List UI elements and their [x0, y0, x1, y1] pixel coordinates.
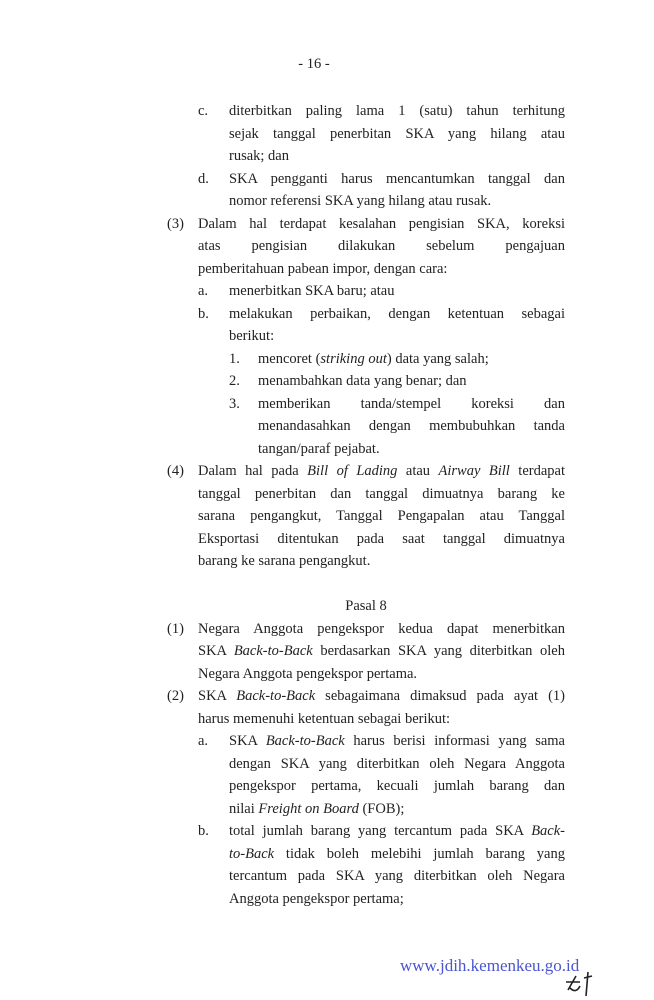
text-segment: Dalam hal terdapat kesalahan pengisian SKA, koreksi [198, 215, 565, 232]
line-text [198, 235, 565, 258]
section-heading [0, 595, 654, 618]
text-segment: Negara Anggota pengekspor kedua dapat menerbitkan [198, 620, 565, 637]
text-line [0, 798, 654, 821]
line-text [103, 595, 629, 618]
line-text [198, 528, 565, 551]
line-text [198, 483, 565, 506]
text-line [0, 438, 654, 461]
text-line [0, 730, 654, 753]
text-line [0, 415, 654, 438]
text-segment: total jumlah barang yang tercantum pada SKA [229, 823, 532, 839]
line-text [229, 753, 565, 776]
text-segment: menambahkan data yang benar; dan [258, 373, 467, 389]
text-line [0, 123, 654, 146]
line-text [229, 865, 565, 888]
item-label: b. [198, 823, 209, 839]
text-segment: atas pengisian dilakukan sebelum pengajuan [198, 238, 565, 254]
item-label: a. [198, 733, 209, 749]
text-segment: menerbitkan SKA baru; atau [229, 283, 395, 299]
line-text [229, 325, 274, 348]
text-line [0, 708, 654, 731]
text-line [0, 505, 654, 528]
text-line [0, 550, 654, 573]
text-segment: sejak tanggal penerbitan SKA yang hilang atau [229, 125, 565, 142]
text-segment: melakukan perbaikan, dengan ketentuan sebagai [229, 305, 565, 322]
text-segment: Dalam hal pada [198, 463, 308, 479]
line-text [258, 415, 565, 438]
line-text [258, 348, 489, 371]
text-segment: sebagaimana dimaksud pada ayat (1) [315, 688, 565, 704]
line-text [229, 280, 395, 303]
text-line [0, 100, 654, 123]
line-text [198, 685, 565, 708]
text-segment: Eksportasi ditentukan pada saat tanggal dimuatnya [198, 530, 565, 547]
item-label: (2) [167, 688, 184, 704]
item-label: 3. [229, 395, 240, 412]
text-segment: (FOB); [358, 800, 405, 817]
text-line [0, 820, 654, 843]
text-line [0, 348, 654, 371]
text-segment: rusak; dan [229, 148, 289, 164]
text-line [0, 528, 654, 551]
text-segment: nomor referensi SKA yang hilang atau rusak. [229, 193, 492, 209]
text-line [0, 258, 654, 281]
text-segment: tercantum pada SKA yang diterbitkan oleh Negara [229, 868, 565, 884]
line-text [229, 820, 565, 843]
line-text [229, 168, 565, 191]
item-label: (1) [167, 620, 184, 637]
line-text [198, 663, 417, 686]
text-segment: tanggal penerbitan dan tanggal dimuatnya barang ke [198, 485, 565, 502]
text-line [0, 370, 654, 393]
item-label: 2. [229, 373, 240, 389]
line-text [229, 843, 565, 866]
line-text [198, 550, 370, 573]
text-segment: berdasarkan SKA yang diterbitkan oleh [312, 643, 565, 659]
line-text [229, 798, 404, 821]
text-segment: Pasal 8 [345, 598, 387, 614]
text-segment: SKA pengganti harus mencantumkan tanggal dan [229, 170, 565, 187]
line-text [229, 888, 404, 911]
item-label: c. [198, 103, 209, 119]
italic-term: striking out [320, 350, 387, 367]
text-segment: tangan/paraf pejabat. [258, 440, 380, 457]
line-text [258, 438, 380, 461]
italic-term: Back-to-Back [233, 643, 313, 659]
signature-paraf-icon [560, 968, 600, 998]
text-line [0, 235, 654, 258]
italic-term: Freight on Board [258, 800, 359, 817]
item-label: a. [198, 283, 209, 299]
line-text [229, 303, 565, 326]
line-text [229, 100, 565, 123]
text-line [0, 843, 654, 866]
line-text [229, 145, 289, 168]
italic-term: Bill of Lading [307, 463, 398, 479]
text-line [0, 888, 654, 911]
text-line [0, 303, 654, 326]
blank-line [0, 573, 654, 596]
line-text [229, 190, 491, 213]
text-segment: Negara Anggota pengekspor pertama. [198, 665, 418, 682]
line-text [198, 460, 565, 483]
line-text [229, 123, 565, 146]
text-segment: Anggota pengekspor pertama; [229, 890, 404, 907]
text-segment: harus berisi informasi yang sama [344, 733, 565, 749]
text-segment: barang ke sarana pengangkut. [198, 553, 371, 569]
text-line [0, 168, 654, 191]
line-text [198, 258, 447, 281]
italic-term: Back-to-Back [265, 733, 345, 749]
item-label: b. [198, 305, 209, 322]
text-segment: ) data yang salah; [386, 350, 489, 367]
text-segment: sarana pengangkut, Tanggal Pengapalan atau Tanggal [198, 508, 565, 524]
line-text [198, 708, 450, 731]
line-text [258, 370, 467, 393]
text-segment: berikut: [229, 328, 275, 344]
text-line [0, 280, 654, 303]
text-line [0, 190, 654, 213]
text-segment: terdapat [509, 463, 565, 479]
text-line [0, 663, 654, 686]
page-number: - 16 - [298, 56, 330, 72]
italic-term: Airway Bill [438, 463, 510, 479]
text-segment: tidak boleh melebihi jumlah barang yang [274, 845, 565, 862]
line-text [198, 640, 565, 663]
text-line [0, 483, 654, 506]
footer-website-link[interactable]: www.jdih.kemenkeu.go.id [400, 956, 580, 975]
text-segment: SKA [198, 688, 237, 704]
text-segment: diterbitkan paling lama 1 (satu) tahun terhitung [229, 103, 565, 119]
text-segment: memberikan tanda/stempel koreksi dan [258, 395, 565, 412]
text-line [0, 460, 654, 483]
text-segment: atau [397, 463, 439, 479]
item-label: (3) [167, 215, 184, 232]
text-segment: SKA [229, 733, 266, 749]
line-text [229, 775, 565, 798]
text-line [0, 685, 654, 708]
text-segment: dengan SKA yang diterbitkan oleh Negara Anggota [229, 755, 565, 772]
text-line [0, 213, 654, 236]
text-segment: nilai [229, 800, 259, 817]
text-line [0, 618, 654, 641]
line-text [198, 505, 565, 528]
text-line [0, 775, 654, 798]
text-line [0, 145, 654, 168]
item-label: d. [198, 170, 209, 187]
text-line [0, 865, 654, 888]
text-segment: SKA [198, 643, 234, 659]
text-line [0, 393, 654, 416]
text-segment: pemberitahuan pabean impor, dengan cara: [198, 260, 448, 277]
text-segment: harus memenuhi ketentuan sebagai berikut: [198, 710, 451, 727]
line-text [229, 730, 565, 753]
text-segment: mencoret ( [258, 350, 321, 367]
text-line [0, 753, 654, 776]
text-segment: menandasahkan dengan membubuhkan tanda [258, 418, 565, 434]
document-body [0, 100, 654, 910]
italic-term: Back-to-Back [236, 688, 316, 704]
text-line [0, 325, 654, 348]
text-segment: pengekspor pertama, kecuali jumlah barang dan [229, 778, 565, 794]
item-label: 1. [229, 350, 240, 367]
line-text [198, 618, 565, 641]
italic-term: Back- [531, 823, 565, 839]
line-text [198, 213, 565, 236]
item-label: (4) [167, 463, 184, 479]
line-text [258, 393, 565, 416]
text-line [0, 640, 654, 663]
italic-term: to-Back [229, 845, 275, 862]
